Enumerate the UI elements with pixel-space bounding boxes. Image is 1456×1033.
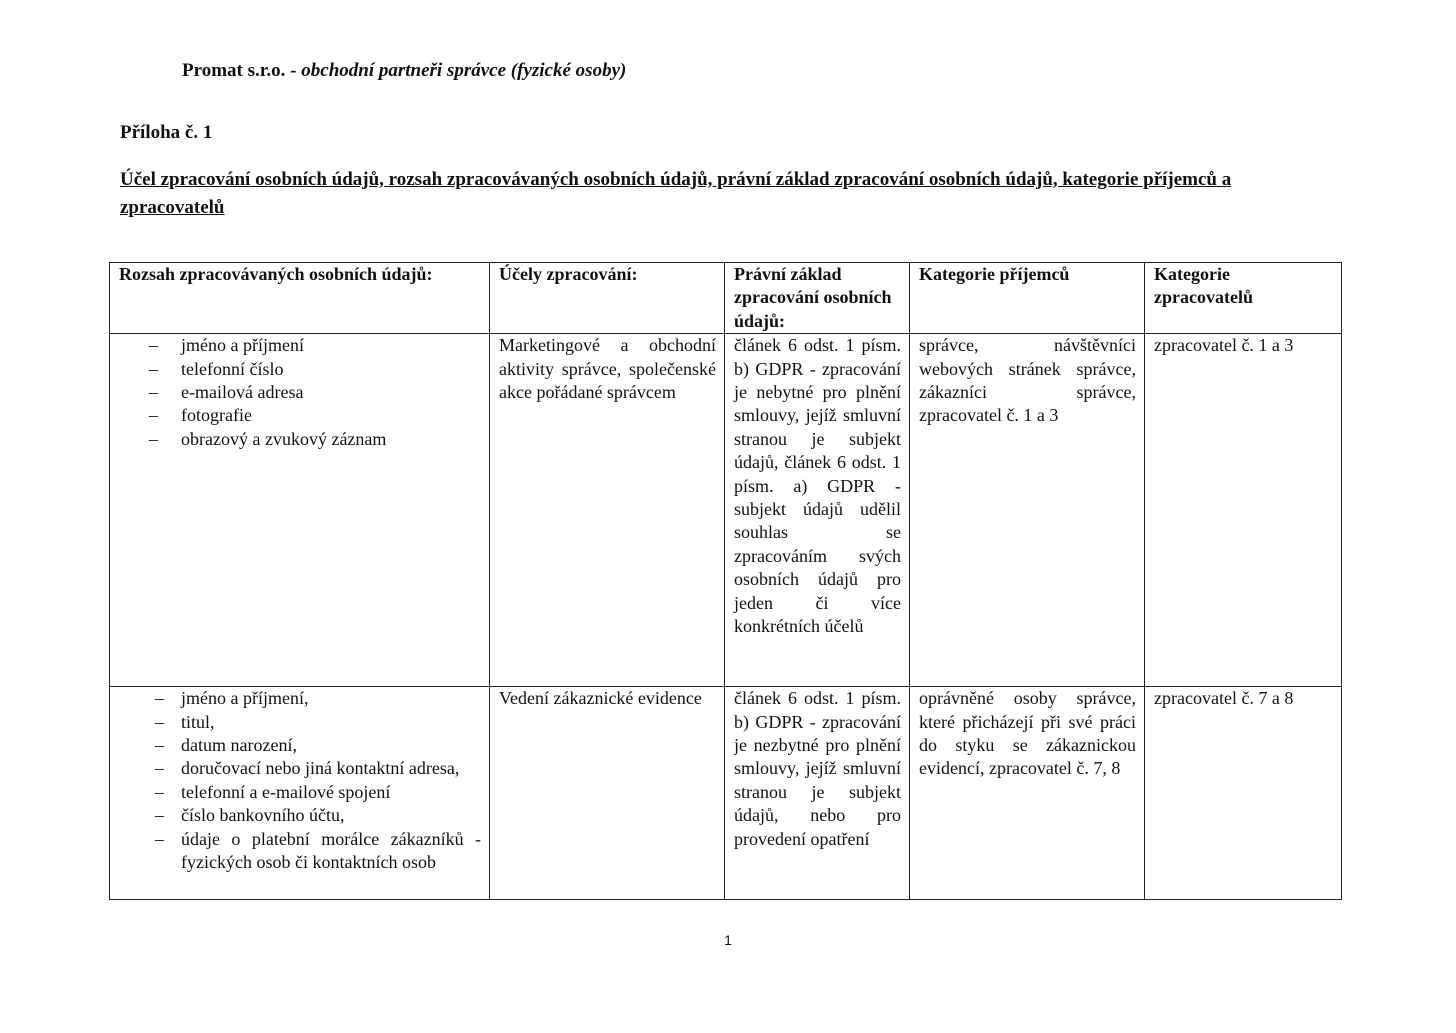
document-subtitle: obchodní partneři správce (fyzické osoby)	[301, 60, 627, 81]
header-legal-basis: Právní základ zpracování osobních údajů:	[725, 263, 910, 334]
processing-table	[109, 262, 1342, 900]
appendix-title: Příloha č. 1	[120, 122, 213, 143]
header-scope: Rozsah zpracovávaných osobních údajů:	[110, 263, 490, 334]
list-item: – titul,	[119, 711, 481, 734]
list-item: – fotografie	[119, 404, 481, 427]
recipients-cell: správce, návštěvníci webových stránek správce, zákazníci správce, zpracovatel č. 1 a 3	[910, 334, 1145, 687]
legal-basis-text: článek 6 odst. 1 písm. b) GDPR - zpracování je nezbytné pro plnění smlouvy, jejíž smluvní stranou je subjekt údajů, nebo pro provedení opatření	[734, 688, 901, 849]
table-header-row	[110, 263, 1342, 334]
processors-text: zpracovatel č. 7 a 8	[1154, 688, 1294, 709]
list-item: – číslo bankovního účtu,	[119, 804, 481, 827]
list-item: – telefonní číslo	[119, 358, 481, 381]
purpose-cell: Marketingové a obchodní aktivity správce, společenské akce pořádané správcem	[490, 334, 725, 687]
list-item: – jméno a příjmení,	[119, 687, 481, 710]
list-item: – doručovací nebo jiná kontaktní adresa,	[119, 757, 481, 780]
page-number: 1	[724, 932, 732, 948]
table-row	[110, 334, 1342, 687]
list-item: – údaje o platební morálce zákazníků - fyzických osob či kontaktních osob	[119, 828, 481, 875]
processors-cell: zpracovatel č. 1 a 3	[1145, 334, 1342, 687]
table-row	[110, 687, 1342, 900]
list-item: – jméno a příjmení	[119, 334, 481, 357]
legal-basis-cell	[725, 687, 910, 900]
header-recipients: Kategorie příjemců	[910, 263, 1145, 334]
company-name: Promat s.r.o. -	[182, 60, 297, 81]
purpose-heading: Účel zpracování osobních údajů, rozsah zpracovávaných osobních údajů, právní základ zpracování osobních údajů, kategorie příjemců a zpracovatelů	[120, 169, 1232, 218]
processors-cell	[1145, 687, 1342, 900]
header-purpose: Účely zpracování:	[490, 263, 725, 334]
legal-basis-cell: článek 6 odst. 1 písm. b) GDPR - zpracování je nebytné pro plnění smlouvy, jejíž smluvní stranou je subjekt údajů, článek 6 odst. 1 písm. a) GDPR - subjekt údajů udělil souhlas se zpracováním svých osobních údajů pro jeden či více konkrétních účelů	[725, 334, 910, 687]
recipients-cell	[910, 687, 1145, 900]
list-item: – telefonní a e-mailové spojení	[119, 781, 481, 804]
scope-list	[119, 334, 481, 451]
purpose-text: Vedení zákaznické evidence	[499, 688, 702, 709]
scope-list	[119, 687, 481, 874]
recipients-text: oprávněné osoby správce, které přicházejí při své práci do styku se zákaznickou evidencí, zpracovatel č. 7, 8	[919, 688, 1136, 779]
list-item: – obrazový a zvukový záznam	[119, 428, 481, 451]
header-processors: Kategorie zpracovatelů	[1145, 263, 1342, 334]
document-header	[182, 60, 626, 82]
scope-cell	[110, 687, 490, 900]
scope-cell	[110, 334, 490, 687]
purpose-cell	[490, 687, 725, 900]
list-item: – e-mailová adresa	[119, 381, 481, 404]
list-item: – datum narození,	[119, 734, 481, 757]
